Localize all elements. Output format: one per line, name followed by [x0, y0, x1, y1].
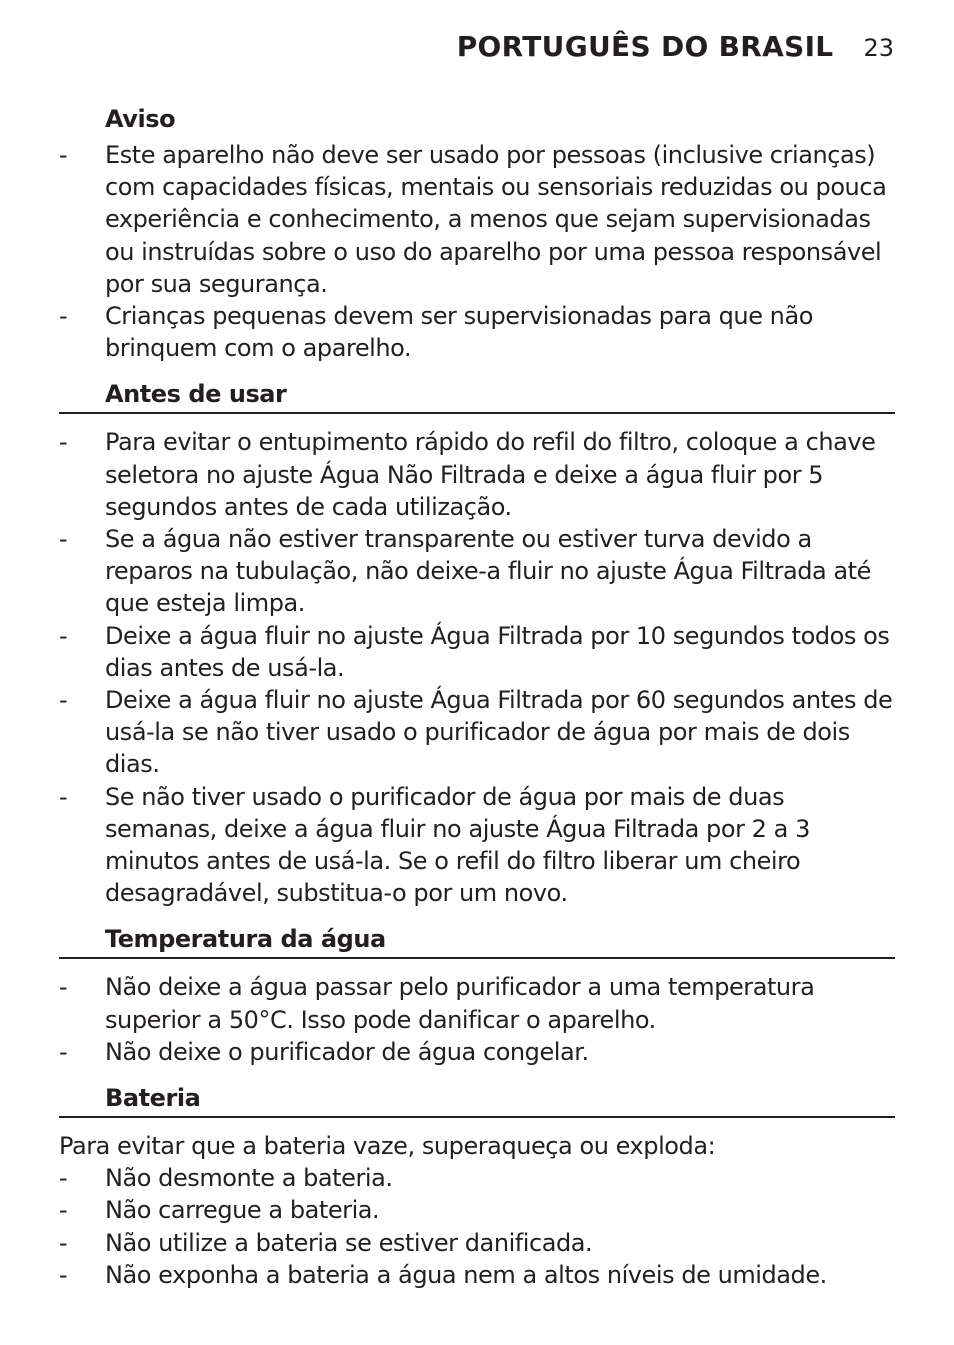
bateria-intro: Para evitar que a bateria vaze, superaqueça ou exploda:: [59, 1132, 716, 1161]
bullet-dash: -: [59, 1260, 68, 1289]
list-item-text: Não deixe a água passar pelo purificador a uma temperatura superior a 50°C. Isso pode danificar o aparelho.: [105, 973, 815, 1034]
page-number: 23: [863, 34, 894, 62]
list-item-text: Não utilize a bateria se estiver danificada.: [105, 1228, 593, 1257]
list-item: [59, 1036, 895, 1068]
list-item-text: Se não tiver usado o purificador de água por mais de duas semanas, deixe a água fluir no ajuste Água Filtrada por 2 a 3 minutos antes de usá-la. Se o refil do filtro liberar um cheiro desagradável, substitua-o por um novo.: [105, 782, 810, 908]
list-item-text: Não desmonte a bateria.: [105, 1164, 393, 1193]
temperatura-list: [59, 971, 895, 1068]
list-item-text: Não exponha a bateria a água nem a altos níveis de umidade.: [105, 1260, 827, 1289]
section-heading-aviso: Aviso: [105, 105, 176, 133]
document-body: [59, 99, 895, 1291]
list-item: [59, 523, 895, 620]
list-item: [59, 1194, 895, 1226]
list-item-text: Deixe a água fluir no ajuste Água Filtrada por 60 segundos antes de usá-la se não tiver usado o purificador de água por mais de dois dias.: [105, 686, 893, 779]
list-item: [59, 684, 895, 781]
list-item-text: Não carregue a bateria.: [105, 1196, 380, 1225]
bullet-dash: -: [59, 686, 68, 715]
list-item: [59, 1259, 895, 1291]
section-heading-bateria: Bateria: [59, 1082, 895, 1118]
section-heading-antes-de-usar: Antes de usar: [59, 378, 895, 414]
list-item: [59, 426, 895, 523]
list-item: [59, 300, 895, 364]
antes-list: [59, 426, 895, 909]
list-item: [59, 1162, 895, 1194]
bullet-dash: -: [59, 1037, 68, 1066]
list-item-text: Se a água não estiver transparente ou estiver turva devido a reparos na tubulação, não deixe-a fluir no ajuste Água Filtrada até que esteja limpa.: [105, 525, 871, 618]
list-item: [59, 620, 895, 684]
list-item-text: Não deixe o purificador de água congelar.: [105, 1037, 589, 1066]
page-header: [457, 30, 894, 63]
aviso-list: [59, 139, 895, 364]
list-item: [59, 781, 895, 910]
bullet-dash: -: [59, 1196, 68, 1225]
bateria-list: [59, 1162, 895, 1291]
bullet-dash: -: [59, 782, 68, 811]
bullet-dash: -: [59, 1228, 68, 1257]
bullet-dash: -: [59, 621, 68, 650]
list-item: [59, 139, 895, 300]
bullet-dash: -: [59, 428, 68, 457]
list-item: [59, 971, 895, 1035]
section-heading-temperatura: Temperatura da água: [59, 923, 895, 959]
bullet-dash: -: [59, 1164, 68, 1193]
language-title: PORTUGUÊS DO BRASIL: [456, 30, 834, 63]
bullet-dash: -: [59, 973, 68, 1002]
bullet-dash: -: [59, 302, 68, 331]
list-item-text: Crianças pequenas devem ser supervisionadas para que não brinquem com o aparelho.: [105, 302, 813, 363]
list-item-text: Deixe a água fluir no ajuste Água Filtrada por 10 segundos todos os dias antes de usá-la.: [105, 621, 890, 682]
bullet-dash: -: [59, 141, 68, 169]
list-item-text: Este aparelho não deve ser usado por pessoas (inclusive crianças) com capacidades físicas, mentais ou sensoriais reduzidas ou pouca experiência e conhecimento, a menos que sejam supervisionadas ou instruídas sobre o uso do aparelho por uma pessoa responsável por sua segurança.: [105, 141, 887, 298]
list-item-text: Para evitar o entupimento rápido do refil do filtro, coloque a chave seletora no ajuste Água Não Filtrada e deixe a água fluir por 5 segundos antes de cada utilização.: [105, 428, 876, 521]
list-item: [59, 1227, 895, 1259]
bullet-dash: -: [59, 525, 68, 554]
